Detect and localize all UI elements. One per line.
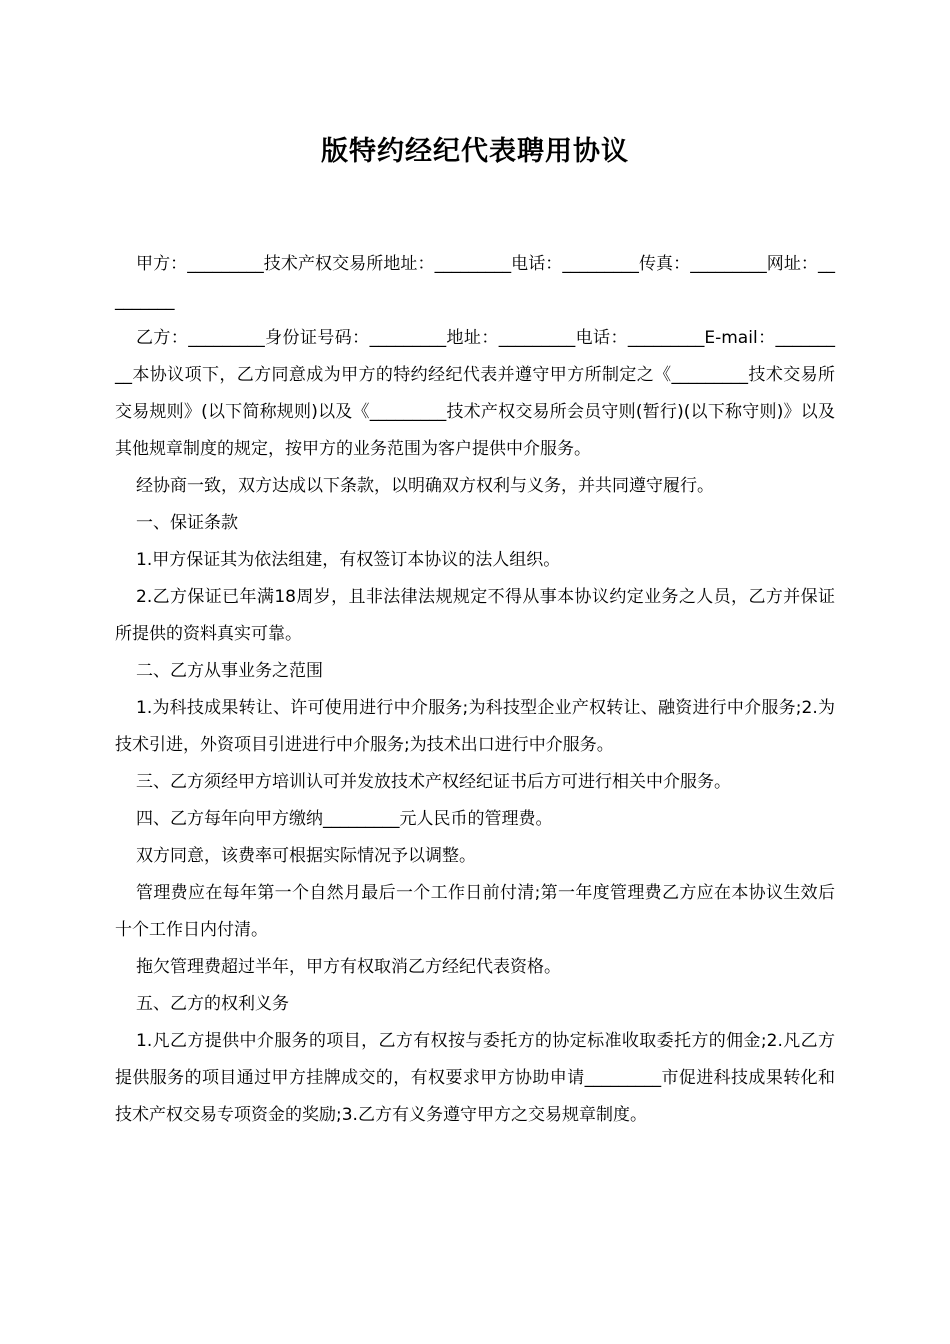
paragraph-fee-overdue: 拖欠管理费超过半年，甲方有权取消乙方经纪代表资格。: [136, 957, 561, 977]
paragraph-fee-payment: 管理费应在每年第一个自然月最后一个工作日前付清;第一年度管理费乙方应在本协议生效后十个工作日内付清。: [115, 883, 835, 940]
paragraph-scope: 1.为科技成果转让、许可使用进行中介服务;为科技型企业产权转让、融资进行中介服务;2.为技术引进，外资项目引进进行中介服务;为技术出口进行中介服务。: [115, 698, 835, 755]
section-heading-guarantee: 一、保证条款: [136, 513, 238, 533]
paragraph-guarantee-1: 1.甲方保证其为依法组建，有权签订本协议的法人组织。: [136, 550, 561, 570]
section-heading-scope: 二、乙方从事业务之范围: [136, 661, 323, 681]
section-fee: 四、乙方每年向甲方缴纳_________元人民币的管理费。: [136, 809, 553, 829]
paragraph-fee-adjust: 双方同意，该费率可根据实际情况予以调整。: [136, 846, 476, 866]
paragraph-party-b: 乙方：_________身份证号码：_________地址：_________电话：_________E-mail：_________本协议项下，乙方同意成为甲方的特约经纪代表并遵守甲方所制定之《_________技术交易所交易规则》(以下简称规则)以及《_________技术产权交易所会员守则(暂行)(以下称守则)》以及其他规章制度的规定，按甲方的业务范围为客户提供中介服务。: [115, 328, 835, 459]
paragraph-rights: 1.凡乙方提供中介服务的项目，乙方有权按与委托方的协定标准收取委托方的佣金;2.凡乙方提供服务的项目通过甲方挂牌成交的，有权要求甲方协助申请_________市促进科技成果转化和技术产权交易专项资金的奖励;3.乙方有义务遵守甲方之交易规章制度。: [115, 1031, 835, 1125]
section-training: 三、乙方须经甲方培训认可并发放技术产权经纪证书后方可进行相关中介服务。: [136, 772, 731, 792]
paragraph-guarantee-2: 2.乙方保证已年满18周岁，且非法律法规规定不得从事本协议约定业务之人员，乙方并保证所提供的资料真实可靠。: [115, 587, 835, 644]
document-title: 版特约经纪代表聘用协议: [321, 136, 629, 167]
paragraph-consensus: 经协商一致，双方达成以下条款，以明确双方权利与义务，并共同遵守履行。: [136, 476, 714, 496]
paragraph-party-a: 甲方：_________技术产权交易所地址：_________电话：_________传真：_________网址：_________: [115, 254, 835, 311]
section-heading-rights: 五、乙方的权利义务: [136, 994, 289, 1014]
document-body: [115, 246, 835, 1134]
